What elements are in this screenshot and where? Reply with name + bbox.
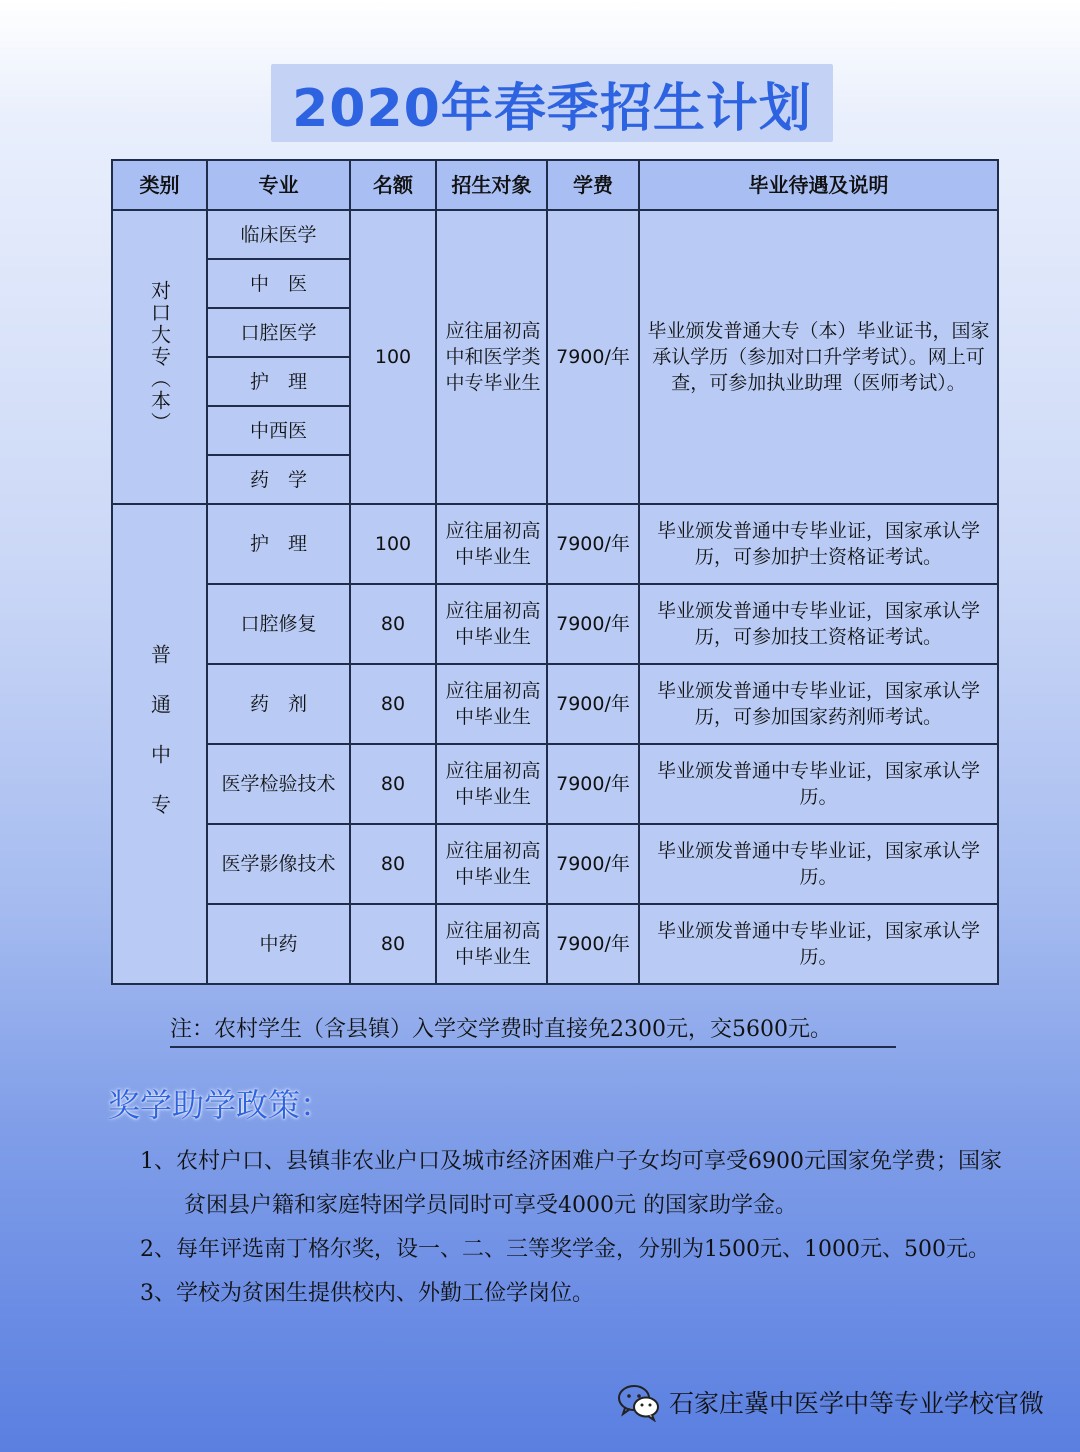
- policy-item: 2、每年评选南丁格尔奖，设一、二、三等奖学金，分别为1500元、1000元、500元。: [140, 1237, 990, 1262]
- category-cell: [112, 210, 207, 504]
- table-row: [112, 210, 998, 259]
- quota-cell: 100: [350, 210, 436, 504]
- wechat-icon: [617, 1382, 661, 1422]
- major-cell: 中 医: [207, 259, 350, 308]
- major-cell: 护 理: [207, 357, 350, 406]
- header-fee: 学费: [547, 160, 639, 210]
- target-cell: 应往届初高中毕业生: [436, 824, 547, 904]
- target-cell: 应往届初高中毕业生: [436, 744, 547, 824]
- description-cell: 毕业颁发普通中专毕业证，国家承认学历，可参加护士资格证考试。: [639, 504, 998, 584]
- fee-cell: 7900/年: [547, 664, 639, 744]
- header-quota: 名额: [350, 160, 436, 210]
- description-cell: 毕业颁发普通中专毕业证，国家承认学历，可参加国家药剂师考试。: [639, 664, 998, 744]
- description-cell: 毕业颁发普通中专毕业证，国家承认学历。: [639, 744, 998, 824]
- page-title: 2020年春季招生计划: [271, 64, 833, 142]
- policy-title: 奖学助学政策：: [108, 1086, 333, 1124]
- quota-cell: 80: [350, 744, 436, 824]
- category-label: 普通中专: [147, 644, 172, 844]
- quota-cell: 80: [350, 904, 436, 984]
- fee-cell: 7900/年: [547, 824, 639, 904]
- header-target: 招生对象: [436, 160, 547, 210]
- footer-watermark: [617, 1382, 1044, 1422]
- description-cell: 毕业颁发普通中专毕业证，国家承认学历，可参加技工资格证考试。: [639, 584, 998, 664]
- fee-cell: 7900/年: [547, 504, 639, 584]
- description-cell: 毕业颁发普通中专毕业证，国家承认学历。: [639, 904, 998, 984]
- target-cell: 应往届初高中毕业生: [436, 584, 547, 664]
- major-cell: 医学检验技术: [207, 744, 350, 824]
- tuition-note: 注：农村学生（含县镇）入学交学费时直接免2300元，交5600元。: [170, 1014, 896, 1048]
- major-cell: 药 剂: [207, 664, 350, 744]
- target-cell: 应往届初高中毕业生: [436, 664, 547, 744]
- policy-item: 1、农村户口、县镇非农业户口及城市经济困难户子女均可享受6900元国家免学费；国家贫困县户籍和家庭特困学员同时可享受4000元 的国家助学金。: [140, 1149, 1002, 1218]
- footer-text: 石家庄冀中医学中等专业学校官微: [668, 1389, 1044, 1418]
- header-major: 专业: [207, 160, 350, 210]
- major-cell: 临床医学: [207, 210, 350, 259]
- fee-cell: 7900/年: [547, 904, 639, 984]
- target-cell: 应往届初高中毕业生: [436, 504, 547, 584]
- fee-cell: 7900/年: [547, 584, 639, 664]
- quota-cell: 100: [350, 504, 436, 584]
- quota-cell: 80: [350, 664, 436, 744]
- table-row: [112, 904, 998, 984]
- table-row: [112, 584, 998, 664]
- table-row: [112, 664, 998, 744]
- description-cell: 毕业颁发普通大专（本）毕业证书，国家承认学历（参加对口升学考试）。网上可查，可参加执业助理（医师考试）。: [639, 210, 998, 504]
- major-cell: 中药: [207, 904, 350, 984]
- fee-cell: 7900/年: [547, 210, 639, 504]
- major-cell: 药 学: [207, 455, 350, 504]
- quota-cell: 80: [350, 824, 436, 904]
- quota-cell: 80: [350, 584, 436, 664]
- major-cell: 中西医: [207, 406, 350, 455]
- description-cell: 毕业颁发普通中专毕业证，国家承认学历。: [639, 824, 998, 904]
- table-row: [112, 744, 998, 824]
- major-cell: 护 理: [207, 504, 350, 584]
- table-header-row: [112, 160, 998, 210]
- major-cell: 口腔医学: [207, 308, 350, 357]
- table-row: [112, 504, 998, 584]
- category-label: 对口大专（本）: [147, 280, 172, 434]
- category-cell: [112, 504, 207, 984]
- header-category: 类别: [112, 160, 207, 210]
- fee-cell: 7900/年: [547, 744, 639, 824]
- table-row: [112, 824, 998, 904]
- header-description: 毕业待遇及说明: [639, 160, 998, 210]
- major-cell: 医学影像技术: [207, 824, 350, 904]
- policy-list: [140, 1140, 1010, 1316]
- enrollment-table: [111, 159, 999, 985]
- target-cell: 应往届初高中毕业生: [436, 904, 547, 984]
- target-cell: 应往届初高中和医学类中专毕业生: [436, 210, 547, 504]
- major-cell: 口腔修复: [207, 584, 350, 664]
- policy-item: 3、学校为贫困生提供校内、外勤工俭学岗位。: [140, 1281, 594, 1306]
